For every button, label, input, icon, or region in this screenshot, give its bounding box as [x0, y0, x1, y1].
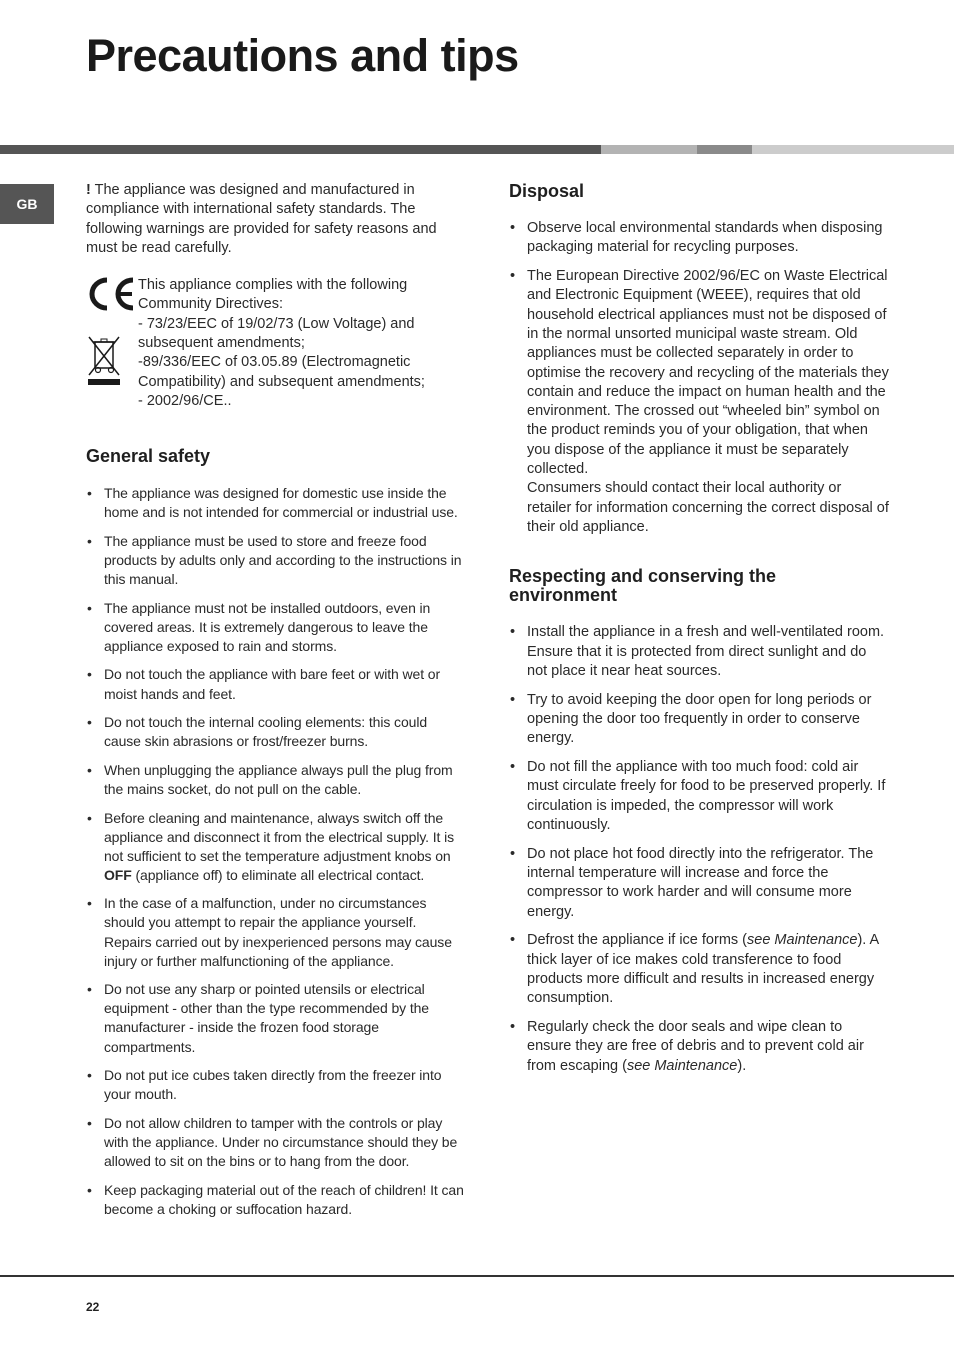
list-item: • Do not fill the appliance with too much food: cold air must circulate freely for food to be preserved properly. If circulation is impeded, the compressor will work continuously. [509, 758, 889, 835]
list-item: • When unplugging the appliance always pull the plug from the mains socket, do not pull on the cable. [86, 761, 464, 799]
list-item [509, 267, 889, 537]
list-item-text: Before cleaning and maintenance, always switch off the appliance and disconnect it from the electrical supply. It is not sufficient to set the temperature adjustment knobs on [104, 809, 455, 864]
page-number: 22 [86, 1300, 100, 1314]
general-safety-list [86, 484, 464, 1219]
list-item: • Observe local environmental standards when disposing packaging material for recycling purposes. [509, 219, 889, 258]
list-item-text: • The European Directive 2002/96/EC on Waste Electrical and Electronic Equipment (WEEE), requires that old household electrical appliances must not be disposed of in the normal unsorted municipal waste stream. Old appliances must be collected separately in order to optimise the recovery and recycling of the materials they contain and reduce the impact on human health and the environment. The crossed out “wheeled bin” symbol on the product reminds you of your obligation, that when you dispose of the appliance it must be separately collected. [527, 268, 889, 478]
list-item [509, 1018, 889, 1076]
list-item: • Do not put ice cubes taken directly from the freezer into your mouth. [86, 1066, 464, 1104]
list-item: • Install the appliance in a fresh and well-ventilated room. Ensure that it is protected from direct sunlight and do not place it near heat sources. [509, 623, 889, 681]
header-band-light [601, 145, 697, 154]
disposal-note: Consumers should contact their local authority or retailer for information concerning the correct disposal of their old appliance. [527, 480, 889, 535]
directive-line: - 73/23/EEC of 19/02/73 (Low Voltage) and subsequent amendments; [138, 315, 415, 352]
crossed-out-wheeled-bin-icon [86, 334, 122, 386]
disposal-heading: Disposal [509, 181, 585, 201]
list-item [86, 809, 464, 885]
list-item: • Try to avoid keeping the door open for long periods or opening the door too frequently in order to conserve energy. [509, 691, 889, 749]
intro-warning [86, 181, 464, 258]
header-band-mid [697, 145, 752, 154]
list-item: • Do not touch the appliance with bare feet or with wet or moist hands and feet. [86, 665, 464, 703]
footer-rule [0, 1275, 954, 1277]
list-item: • Do not place hot food directly into the refrigerator. The internal temperature will increase and force the compressor to work harder and will consume more energy. [509, 845, 889, 922]
list-item-text: (appliance off) to eliminate all electrical contact. [131, 866, 425, 883]
see-maintenance-ref: see Maintenance [626, 1057, 738, 1074]
list-item: • Keep packaging material out of the reach of children! It can become a choking or suffocation hazard. [86, 1181, 464, 1219]
intro-text: The appliance was designed and manufactured in compliance with international safety standards. The following warnings are provided for safety reasons and must be read carefully. [86, 182, 437, 256]
right-column [509, 181, 889, 1085]
list-item: • In the case of a malfunction, under no circumstances should you attempt to repair the appliance yourself. Repairs carried out by inexperienced persons may cause injury or further malfunctioning of the appliance. [86, 894, 464, 970]
list-item-text: Defrost the appliance if ice forms ( [527, 932, 748, 949]
warning-mark: ! [86, 182, 91, 198]
list-item [509, 931, 889, 1008]
ce-mark-icon [86, 276, 136, 312]
environment-heading: Respecting and conserving the environment [509, 566, 777, 606]
directives-block [86, 276, 464, 410]
list-item: • The appliance must be used to store and freeze food products by adults only and according to the instructions in this manual. [86, 532, 464, 589]
list-item-text: ). [737, 1057, 747, 1074]
header-band-dark [0, 145, 601, 154]
list-item: • The appliance was designed for domestic use inside the home and is not intended for commercial or industrial use. [86, 484, 464, 522]
list-item: • Do not touch the internal cooling elements: this could cause skin abrasions or frost/freezer burns. [86, 713, 464, 751]
header-band-pale [752, 145, 954, 154]
language-tab: GB [0, 184, 54, 224]
directive-line: This appliance complies with the following Community Directives: [138, 277, 408, 313]
general-safety-heading: General safety [86, 446, 211, 467]
left-column [86, 181, 464, 1228]
list-item: • Do not allow children to tamper with the controls or play with the appliance. Under no circumstance should they be allowed to sit on the bins or to hang from the door. [86, 1114, 464, 1171]
off-label: OFF [104, 866, 132, 883]
list-item: • The appliance must not be installed outdoors, even in covered areas. It is extremely dangerous to leave the appliance exposed to rain and storms. [86, 599, 464, 656]
page-title: Precautions and tips [86, 30, 519, 81]
disposal-list [509, 219, 889, 537]
list-item-text: ). A thick layer of ice makes cold transference to food products more difficult and results in increased energy consumption. [527, 932, 879, 1007]
list-item: • Do not use any sharp or pointed utensils or electrical equipment - other than the type recommended by the manufacturer - inside the frozen food storage compartments. [86, 980, 464, 1056]
see-maintenance-ref: see Maintenance [747, 932, 858, 949]
list-item-text: Regularly check the door seals and wipe clean to ensure they are free of debris and to prevent cold air from escaping ( [527, 1019, 864, 1074]
environment-list [509, 623, 889, 1076]
directive-line: -89/336/EEC of 03.05.89 (Electromagnetic Compatibility) and subsequent amendments; [138, 354, 425, 390]
directives-text [138, 276, 464, 411]
directive-line: - 2002/96/CE.. [138, 392, 232, 409]
